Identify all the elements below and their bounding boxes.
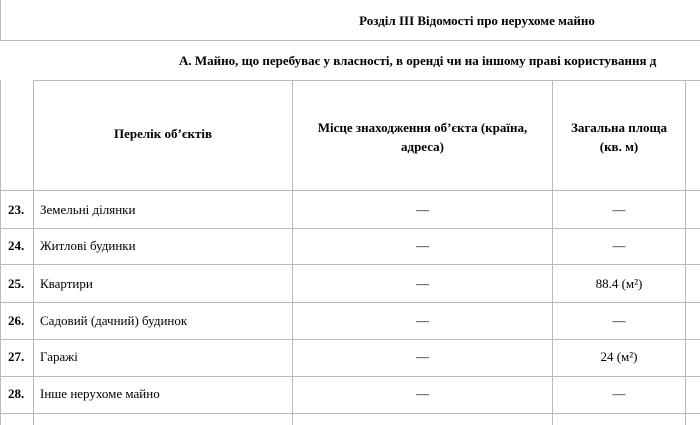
section-title: Розділ III Відомості про нерухоме майно: [359, 13, 595, 28]
row-number: 27.: [8, 349, 25, 364]
row-border: [0, 339, 700, 340]
row-number: 28.: [8, 386, 25, 401]
header-area: [553, 118, 685, 156]
row-object-name: Земельні ділянки: [40, 202, 136, 217]
row-number: 23.: [8, 202, 25, 217]
header-bottom-border: [0, 190, 700, 191]
header-objects: Перелік об’єктів: [114, 126, 212, 141]
row-border: [0, 302, 700, 303]
row-location: —: [416, 386, 429, 401]
row-border: [0, 376, 700, 377]
row-area: —: [612, 313, 626, 328]
column-border: [685, 80, 686, 425]
row-object-name: Інше нерухоме майно: [40, 386, 160, 401]
header-location: [293, 118, 552, 156]
row-object-name: Житлові будинки: [40, 238, 136, 253]
row-object-name: Садовий (дачний) будинок: [40, 313, 188, 328]
table-top-border: [33, 80, 700, 81]
left-border: [0, 0, 1, 40]
row-location: —: [416, 202, 429, 217]
left-border-lower: [0, 80, 1, 425]
row-location: —: [416, 276, 429, 291]
row-area: 24 (м²): [600, 349, 638, 364]
row-border: [0, 413, 700, 414]
row-area: —: [612, 202, 626, 217]
header-area-line2: (кв. м): [599, 139, 639, 154]
row-number: 24.: [8, 238, 25, 253]
row-number: 25.: [8, 276, 25, 291]
row-area: 88.4 (м²): [595, 276, 643, 291]
header-area-line1: Загальна площа: [570, 120, 668, 135]
row-area: —: [612, 238, 626, 253]
row-area: —: [612, 386, 626, 401]
row-border: [0, 264, 700, 265]
section-divider: [0, 40, 700, 41]
header-location-line1: Місце знаходження об’єкта (країна,: [317, 120, 528, 135]
header-location-line2: адреса): [401, 139, 444, 154]
row-border: [0, 228, 700, 229]
row-object-name: Гаражі: [40, 349, 78, 364]
row-location: —: [416, 238, 429, 253]
subsection-title: А. Майно, що перебуває у власності, в оренді чи на іншому праві користування д: [179, 53, 657, 68]
row-number: 26.: [8, 313, 25, 328]
row-location: —: [416, 349, 429, 364]
row-object-name: Квартири: [40, 276, 93, 291]
row-location: —: [416, 313, 429, 328]
